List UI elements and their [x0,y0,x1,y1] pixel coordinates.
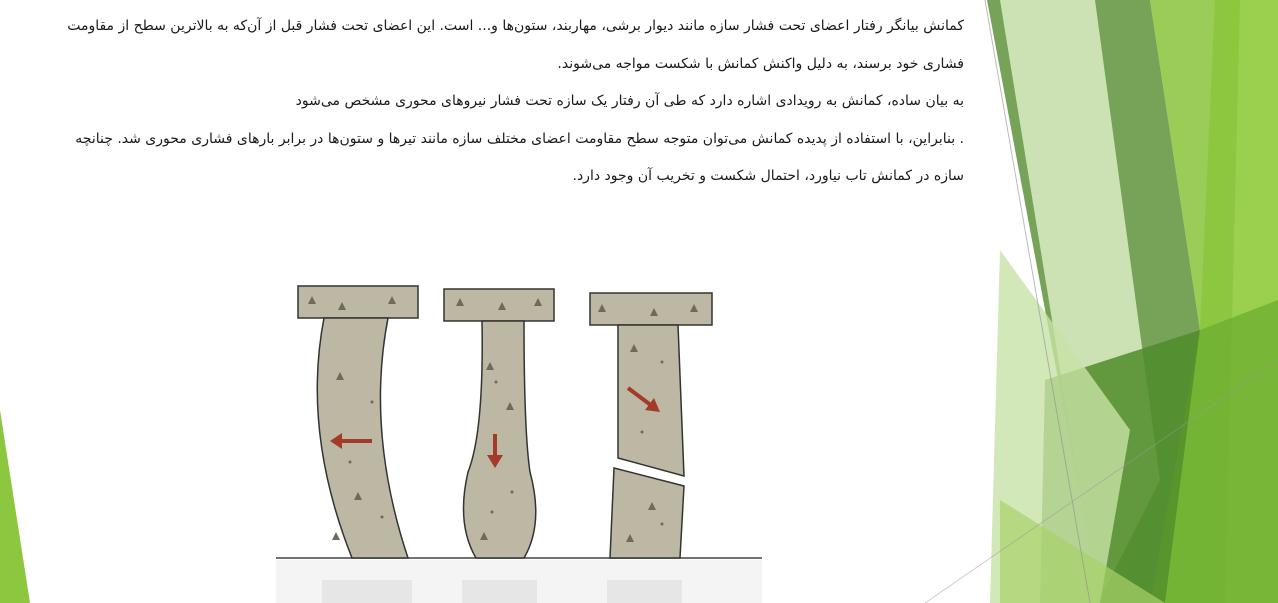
paragraph-1: کمانش بیانگر رفتار اعضای تحت فشار سازه مانند دیوار برشی، مهاربند، ستون‌ها و... است. این اعضای تحت فشار قبل از آن‌که به بالاترین سطح از مقاومت فشاری خود برسند، به دلیل واکنش کمانش با شکست مواجه می‌شوند. [67,18,964,72]
paragraph-2: به بیان ساده، کمانش به رویدادی اشاره دارد که طی آن رفتار یک سازه تحت فشار نیروهای محوری مشخص می‌شود [295,93,964,109]
buckling-illustration [262,262,772,603]
paragraph-3: . بنابراین، با استفاده از پدیده کمانش می‌توان متوجه سطح مقاومت اعضای مختلف سازه مانند تیرها و ستون‌ها در برابر بارهای فشاری محوری شد. چنانچه سازه در کمانش تاب نیاورد، احتمال شکست و تخریب آن وجود دارد. [75,130,964,184]
cracked-column [590,293,712,558]
bent-column [298,286,418,558]
bulging-column [444,289,554,558]
slide-body-text [60,8,964,196]
